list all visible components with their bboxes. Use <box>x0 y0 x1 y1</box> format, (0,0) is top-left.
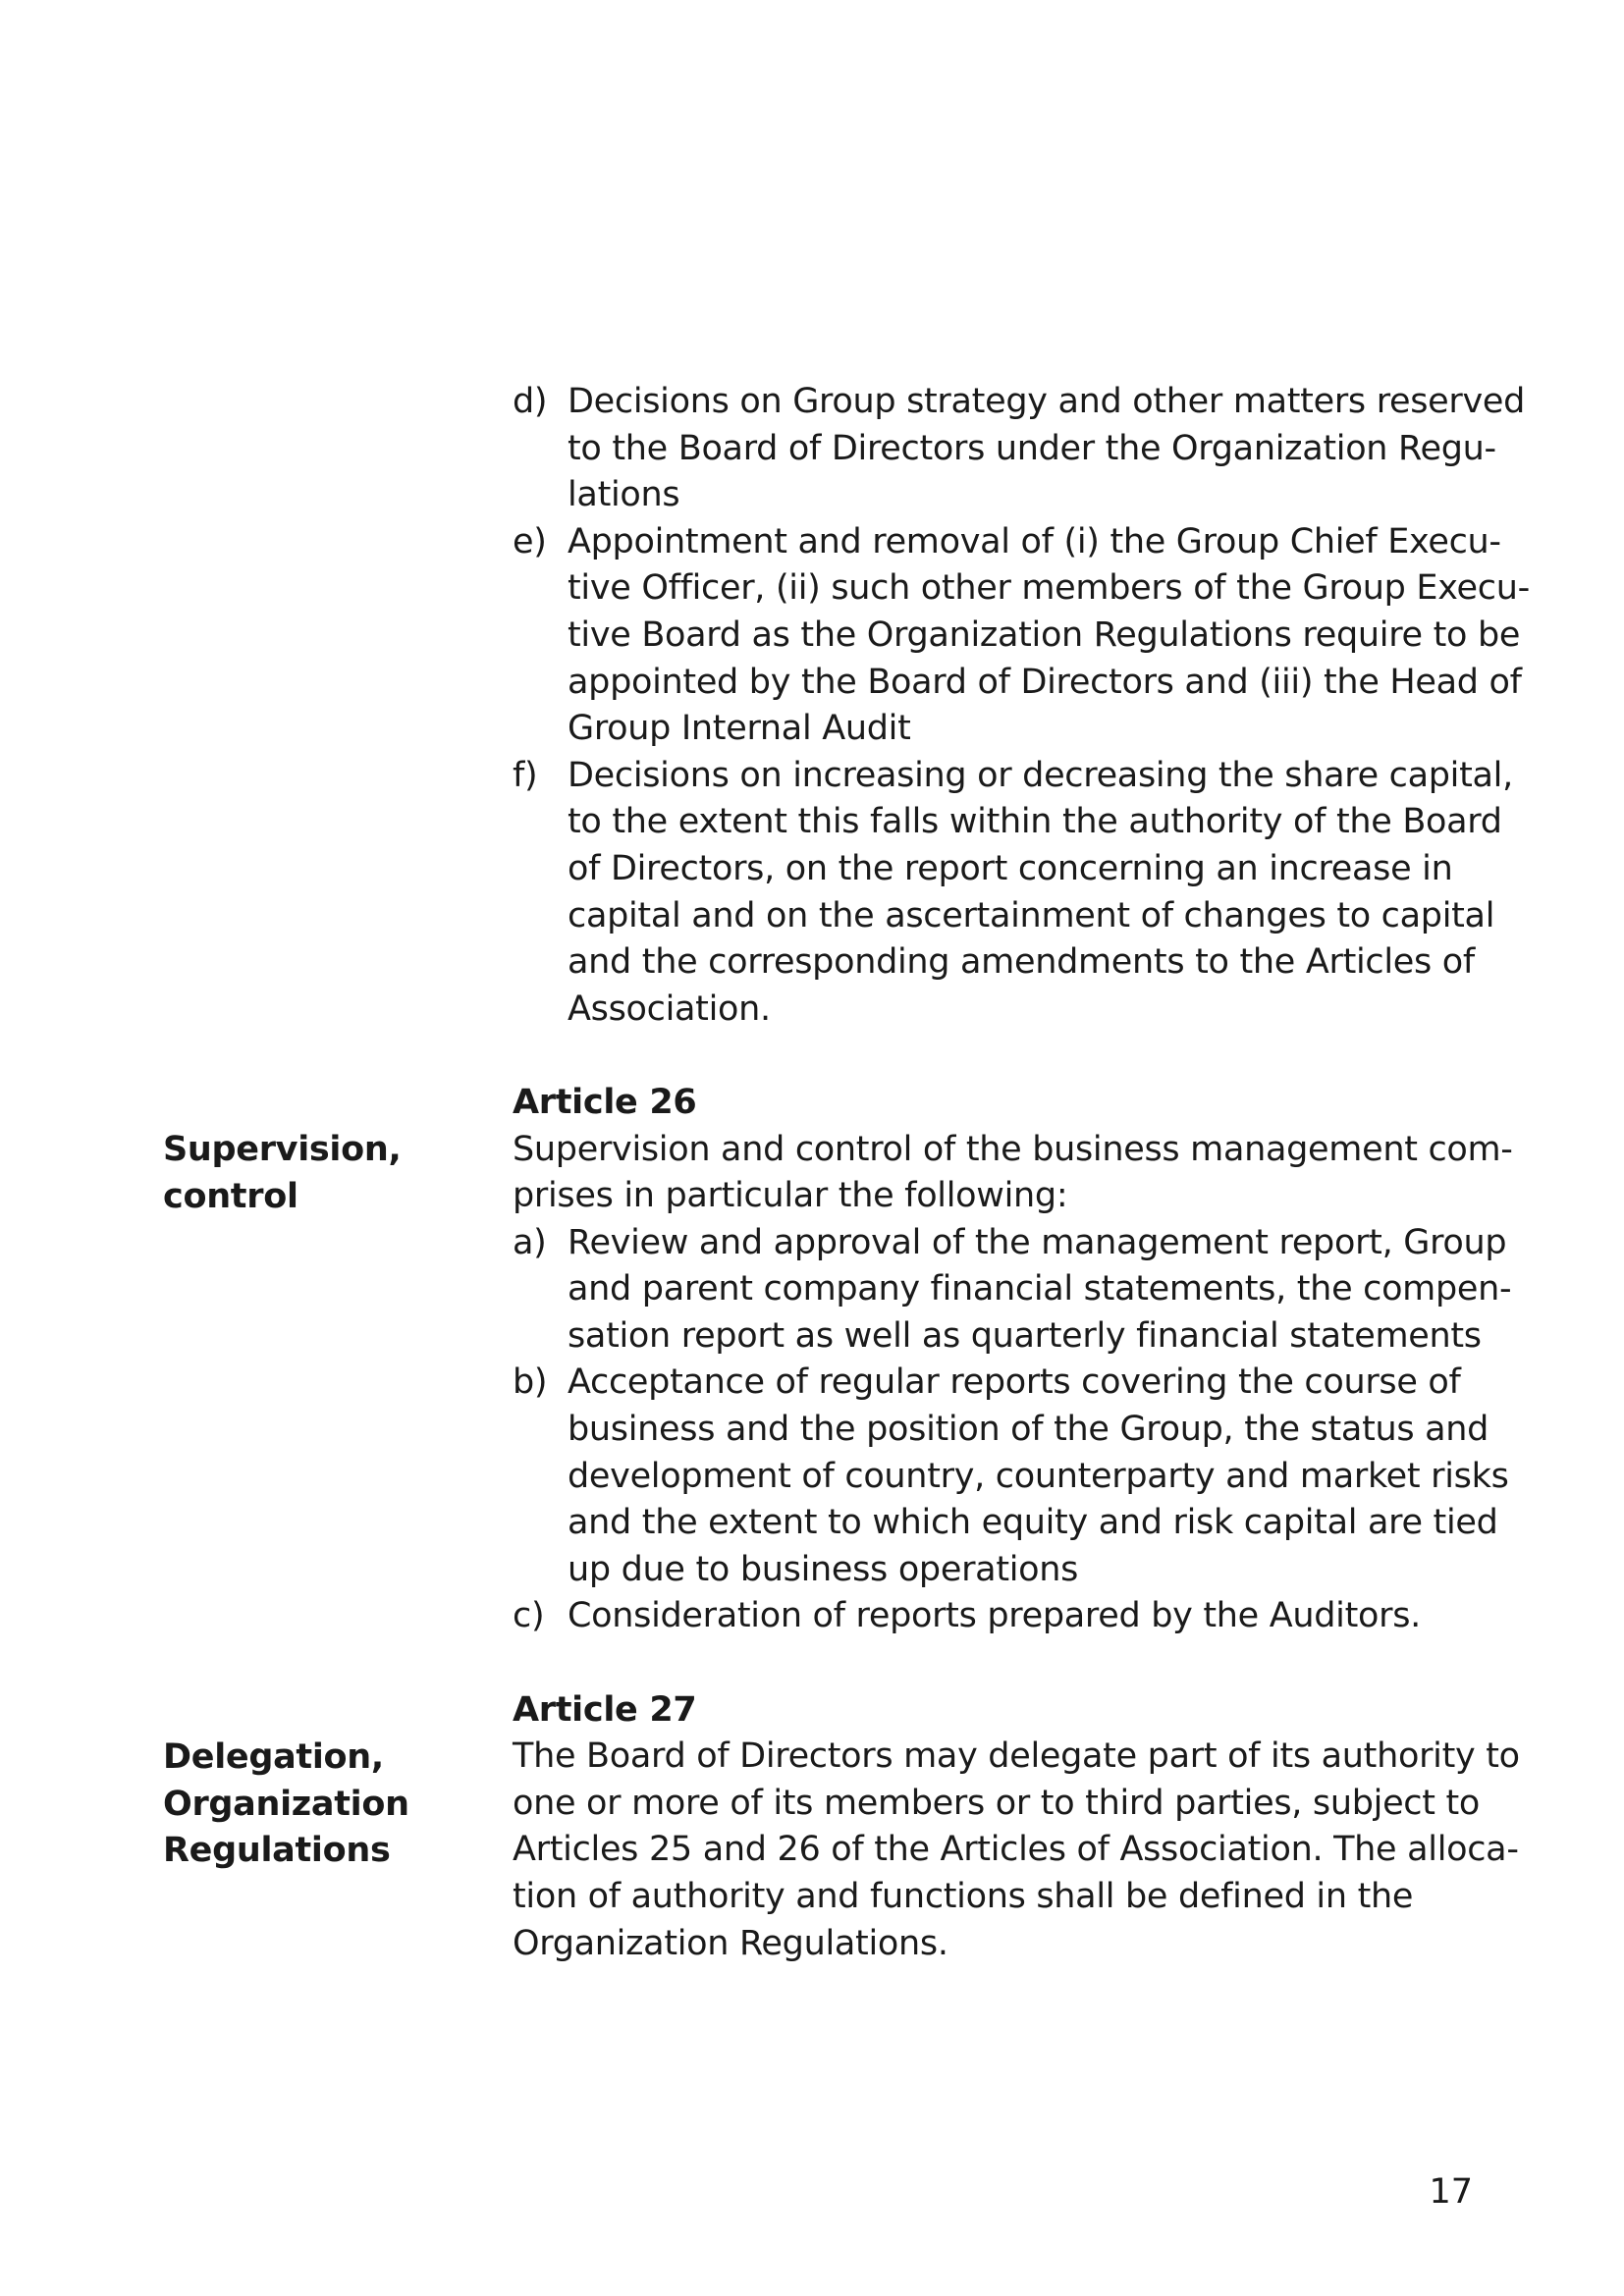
list-marker: a) <box>513 1222 547 1262</box>
article-26-intro <box>513 1127 1513 1220</box>
text-line: Review and approval of the management report, Group <box>568 1222 1507 1262</box>
text-line: one or more of its members or to third parties, subject to <box>513 1783 1481 1823</box>
article-26-heading: Article 26 <box>513 1082 697 1122</box>
list-item-f <box>513 753 1513 1034</box>
text-line: and parent company financial statements, the compen- <box>568 1269 1512 1309</box>
text-line: Consideration of reports prepared by the Auditors. <box>568 1596 1421 1636</box>
side-label-line: Supervision, <box>163 1130 402 1169</box>
article-27-body <box>513 1734 1520 1967</box>
text-line: and the extent to which equity and risk capital are tied <box>568 1503 1498 1543</box>
article-27-heading: Article 27 <box>513 1689 697 1730</box>
text-line: to the extent this falls within the authority of the Board <box>568 802 1502 842</box>
list-marker: c) <box>513 1596 545 1636</box>
text-line: Supervision and control of the business management com- <box>513 1129 1513 1169</box>
side-label-line: Regulations <box>163 1831 391 1871</box>
text-line: tive Officer, (ii) such other members of the Group Execu- <box>568 568 1530 609</box>
side-label-line: Organization <box>163 1784 409 1824</box>
text-line: lations <box>568 475 680 515</box>
text-line: Organization Regulations. <box>513 1923 948 1963</box>
spacer <box>513 1640 1475 1687</box>
list-item-b <box>513 1360 1509 1593</box>
text-line: to the Board of Directors under the Organization Regu- <box>568 428 1496 468</box>
list-item-text <box>568 1593 1475 1640</box>
spacer <box>513 1033 1475 1080</box>
text-line: up due to business operations <box>568 1549 1079 1589</box>
list-item-d <box>513 379 1526 519</box>
text-line: business and the position of the Group, the status and <box>568 1410 1489 1450</box>
list-item-text <box>568 753 1513 1034</box>
side-label-line: Delegation, <box>163 1737 384 1777</box>
text-line: Decisions on Group strategy and other matters reserved <box>568 382 1526 421</box>
list-marker: b) <box>513 1362 548 1403</box>
text-line: Acceptance of regular reports covering the course of <box>568 1362 1461 1403</box>
text-line: The Board of Directors may delegate part of its authority to <box>513 1736 1520 1777</box>
text-line: Group Internal Audit <box>568 709 911 749</box>
text-line: appointed by the Board of Directors and (iii) the Head of <box>568 662 1522 702</box>
text-line: Appointment and removal of (i) the Group Chief Execu- <box>568 521 1501 561</box>
text-line: tive Board as the Organization Regulations require to be <box>568 614 1521 655</box>
list-marker: e) <box>513 521 547 561</box>
list-marker: f) <box>513 755 538 795</box>
side-label-delegation <box>163 1735 487 1875</box>
text-line: development of country, counterparty and market risks <box>568 1456 1509 1496</box>
text-line: tion of authority and functions shall be defined in the <box>513 1877 1414 1916</box>
text-line: Articles 25 and 26 of the Articles of Association. The alloca- <box>513 1830 1519 1870</box>
list-item-a <box>513 1220 1512 1361</box>
list-item-text <box>568 379 1525 519</box>
text-line: Association. <box>568 988 771 1029</box>
list-item-c <box>513 1593 1475 1640</box>
side-label-line: control <box>163 1176 298 1216</box>
list-item-text <box>568 1360 1509 1593</box>
text-line: prises in particular the following: <box>513 1176 1068 1216</box>
list-item-text <box>568 519 1530 753</box>
text-line: Decisions on increasing or decreasing the share capital, <box>568 755 1513 795</box>
text-line: and the corresponding amendments to the Articles of <box>568 942 1475 983</box>
text-line: sation report as well as quarterly financial statements <box>568 1315 1482 1356</box>
list-item-text <box>568 1220 1511 1361</box>
main-column <box>513 379 1530 1967</box>
list-marker: d) <box>513 382 548 421</box>
side-label-supervision <box>163 1127 487 1220</box>
list-item-e <box>513 519 1530 753</box>
text-line: capital and on the ascertainment of changes to capital <box>568 895 1495 935</box>
text-line: of Directors, on the report concerning an increase in <box>568 848 1453 888</box>
page-number: 17 <box>1429 2172 1473 2212</box>
